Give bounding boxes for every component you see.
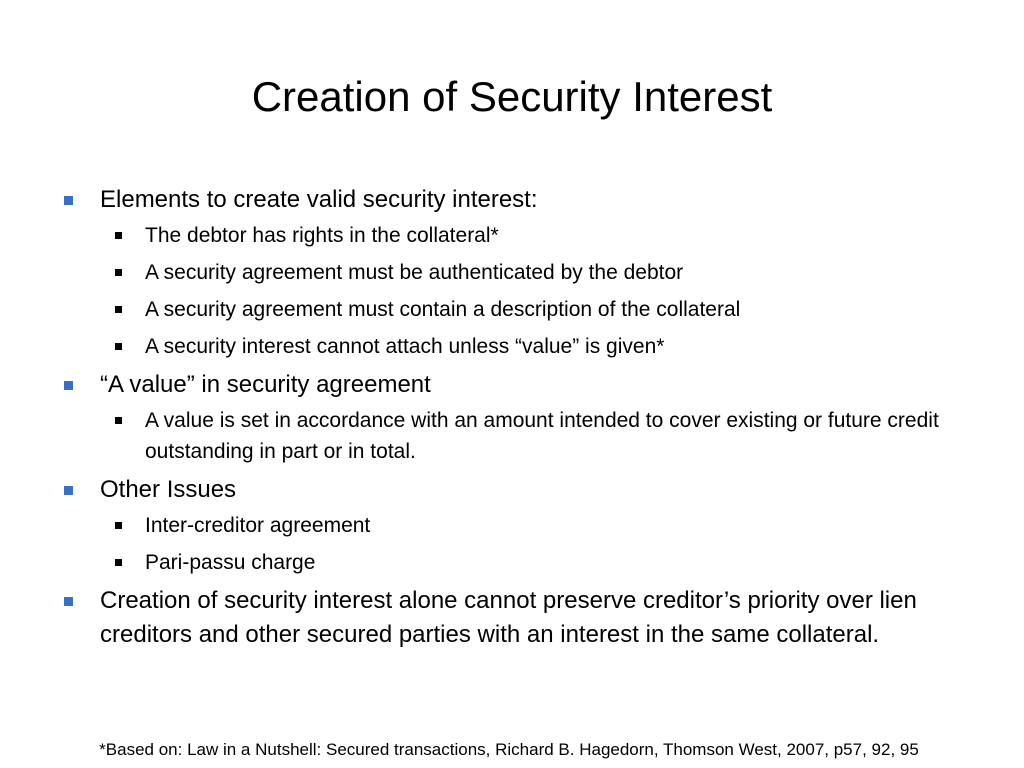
sub-bullet-item: [100, 547, 970, 578]
slide-title: Creation of Security Interest: [251, 73, 773, 120]
black-square-bullet-icon: [115, 306, 122, 313]
sub-bullet-list: [100, 405, 970, 467]
sub-bullet-item: [100, 257, 970, 288]
sub-bullet-text: The debtor has rights in the collateral*: [145, 224, 499, 247]
sub-bullet-item: [100, 294, 970, 325]
sub-bullet-text: Inter-creditor agreement: [145, 514, 371, 537]
bullet-item: [60, 183, 970, 362]
sub-bullet-list: [100, 220, 970, 362]
sub-bullet-text: A security agreement must be authenticated by the debtor: [145, 261, 684, 284]
bullet-text: Other Issues: [100, 476, 237, 503]
black-square-bullet-icon: [115, 269, 122, 276]
footnote: *Based on: Law in a Nutshell: Secured transactions, Richard B. Hagedorn, Thomson West, 2007, p57, 92, 95: [99, 740, 919, 759]
blue-square-bullet-icon: [64, 597, 73, 606]
sub-bullet-text: A security interest cannot attach unless “value” is given*: [145, 335, 665, 358]
blue-square-bullet-icon: [64, 381, 73, 390]
sub-bullet-item: [100, 510, 970, 541]
blue-square-bullet-icon: [64, 486, 73, 495]
sub-bullet-text: A value is set in accordance with an amount intended to cover existing or future credit outstanding in part or in total.: [145, 409, 939, 463]
sub-bullet-text: A security agreement must contain a description of the collateral: [145, 298, 741, 321]
bullet-text: Creation of security interest alone cannot preserve creditor’s priority over lien creditors and other secured parties with an interest in the same collateral.: [100, 587, 917, 648]
black-square-bullet-icon: [115, 232, 122, 239]
bullet-text: Elements to create valid security interest:: [100, 186, 538, 213]
sub-bullet-item: [100, 220, 970, 251]
sub-bullet-text: Pari-passu charge: [145, 551, 316, 574]
sub-bullet-item: [100, 405, 970, 467]
bullet-text: “A value” in security agreement: [100, 371, 431, 398]
bullet-item: [60, 368, 970, 467]
black-square-bullet-icon: [115, 522, 122, 529]
sub-bullet-list: [100, 510, 970, 578]
black-square-bullet-icon: [115, 417, 122, 424]
bullet-item: [60, 584, 970, 652]
blue-square-bullet-icon: [64, 196, 73, 205]
black-square-bullet-icon: [115, 343, 122, 350]
bullet-item: [60, 473, 970, 578]
bullet-list: [60, 183, 970, 656]
sub-bullet-item: [100, 331, 970, 362]
black-square-bullet-icon: [115, 559, 122, 566]
